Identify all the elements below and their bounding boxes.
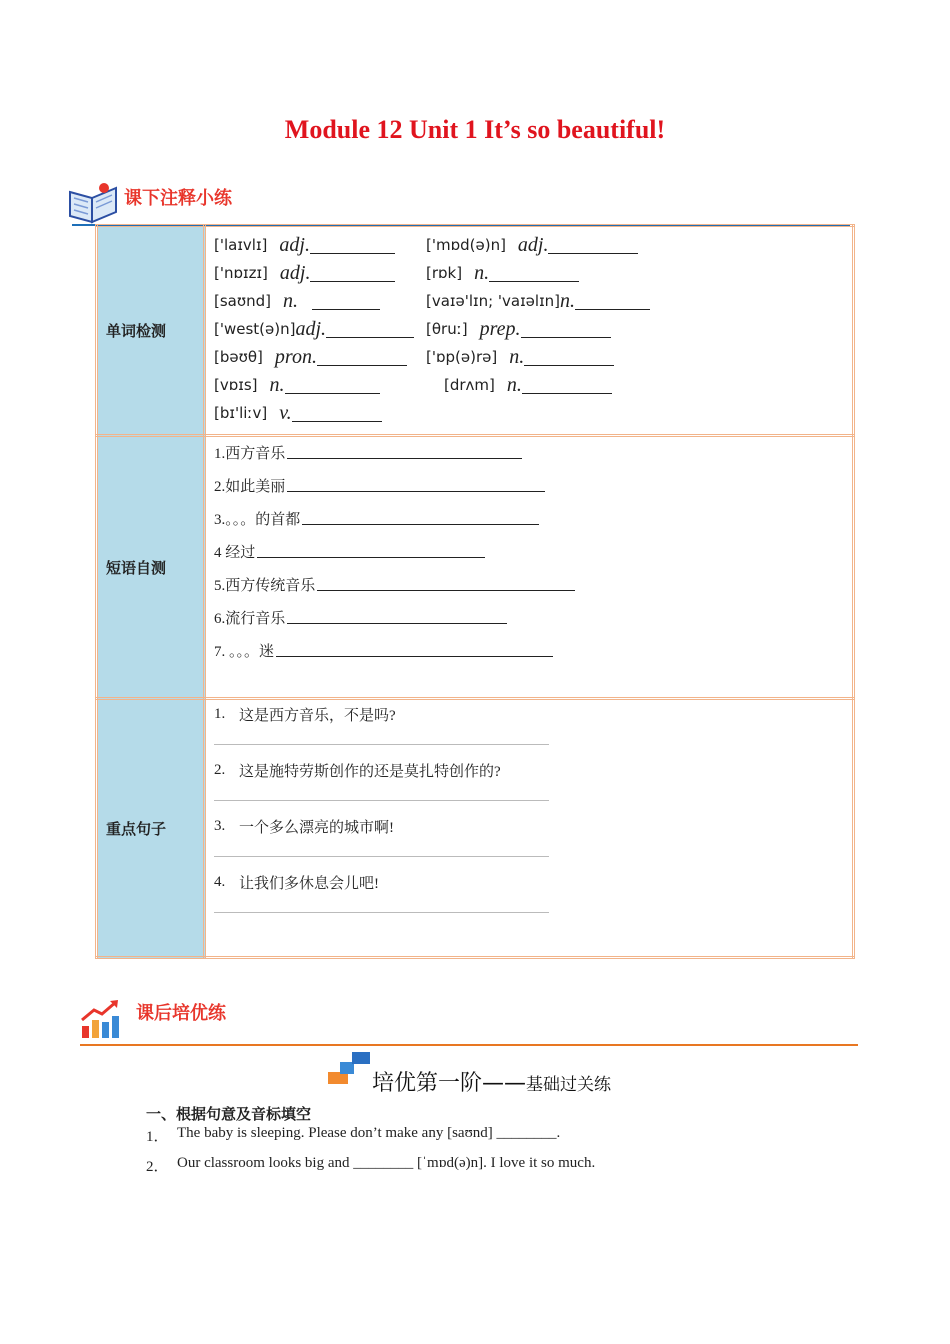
pos: n. <box>283 289 299 312</box>
sentence-item: 3. 一个多么漂亮的城市啊! <box>214 812 844 868</box>
sentence-item: 2. 这是施特劳斯创作的还是莫扎特创作的? <box>214 756 844 812</box>
vocab-line <box>214 371 844 399</box>
section-header-notes <box>68 180 232 224</box>
pos: n. <box>560 289 576 312</box>
ipa: ['nɒɪzɪ] <box>214 264 268 282</box>
pos: adj. <box>279 233 310 256</box>
pos: adj. <box>295 317 327 340</box>
answer-blank[interactable] <box>276 640 553 657</box>
vocab-line <box>214 287 844 315</box>
phrase-item: 4 经过 <box>214 538 844 571</box>
answer-blank[interactable] <box>524 349 614 366</box>
answer-blank[interactable] <box>310 237 395 254</box>
answer-blank[interactable] <box>575 293 650 310</box>
sentence-item: 4. 让我们多休息会儿吧! <box>214 868 844 924</box>
answer-blank[interactable] <box>521 321 611 338</box>
answer-blank[interactable] <box>285 377 380 394</box>
vocab-line <box>214 315 844 343</box>
ipa: [θruː] <box>426 320 468 338</box>
phrase-content <box>205 436 854 699</box>
phrase-item: 7. 。。。迷 <box>214 637 844 670</box>
ipa: [saʊnd] <box>214 292 272 310</box>
ipa: ['mɒd(ə)n] <box>426 236 506 254</box>
phrase-item: 3.。。。的首都 <box>214 505 844 538</box>
vocab-content <box>205 226 854 436</box>
pos: n. <box>509 345 525 368</box>
ipa: [vɒɪs] <box>214 376 258 394</box>
vocab-line <box>214 231 844 259</box>
pos: n. <box>474 261 490 284</box>
ipa: [bəʊθ] <box>214 348 263 366</box>
answer-blank[interactable] <box>257 541 485 558</box>
question: 2． Our classroom looks big and ________ [ˈmɒd(ə)n]. I love it so much. <box>146 1155 596 1175</box>
step-heading: 培优第一阶——基础过关练 <box>372 1071 612 1096</box>
pos: pron. <box>274 345 317 368</box>
answer-line[interactable] <box>214 744 549 745</box>
ipa: [bɪ'liːv] <box>214 404 268 422</box>
phrase-item: 2.如此美丽 <box>214 472 844 505</box>
pos: v. <box>279 401 292 424</box>
sentence-label: 重点句子 <box>97 699 205 958</box>
vocab-line <box>214 399 844 427</box>
part-heading: 一、根据句意及音标填空 <box>146 1105 312 1123</box>
question: 1． The baby is sleeping. Please don’t make any [saʊnd] ________. <box>146 1125 561 1145</box>
answer-line[interactable] <box>214 856 549 857</box>
answer-blank[interactable] <box>312 293 380 310</box>
ipa: ['west(ə)n] <box>214 320 296 338</box>
answer-blank[interactable] <box>287 475 545 492</box>
sentence-item: 1. 这是西方音乐，不是吗? <box>214 700 844 756</box>
phrase-item: 6.流行音乐 <box>214 604 844 637</box>
answer-blank[interactable] <box>310 265 395 282</box>
section-label: 课下注释小练 <box>124 188 232 209</box>
book-icon <box>68 180 120 224</box>
answer-blank[interactable] <box>317 574 575 591</box>
vocab-line <box>214 343 844 371</box>
growth-chart-icon <box>80 998 124 1040</box>
answer-line[interactable] <box>214 800 549 801</box>
answer-blank[interactable] <box>287 607 507 624</box>
answer-blank[interactable] <box>302 508 539 525</box>
page-title: Module 12 Unit 1 It’s so beautiful! <box>284 115 666 144</box>
ipa: [drʌm] <box>444 376 495 394</box>
sentence-content <box>205 699 854 958</box>
answer-blank[interactable] <box>548 237 638 254</box>
steps-icon <box>328 1052 372 1086</box>
answer-blank[interactable] <box>292 405 382 422</box>
pos: n. <box>506 373 522 396</box>
phrase-label: 短语自测 <box>97 436 205 699</box>
sentence-row <box>97 699 854 958</box>
section-label: 课后培优练 <box>136 1003 226 1024</box>
answer-blank[interactable] <box>326 321 414 338</box>
section-header-practice <box>80 998 226 1040</box>
phrase-item: 1.西方音乐 <box>214 439 844 472</box>
answer-blank[interactable] <box>522 377 612 394</box>
ipa: ['ɒp(ə)rə] <box>426 348 498 366</box>
vocab-row <box>97 226 854 436</box>
divider <box>80 1044 858 1046</box>
pos: adj. <box>279 261 311 284</box>
pos: adj. <box>517 233 549 256</box>
pos: n. <box>269 373 285 396</box>
ipa: [vaɪə'lɪn; 'vaɪəlɪn] <box>426 292 561 310</box>
answer-line[interactable] <box>214 912 549 913</box>
ipa: ['laɪvlɪ] <box>214 236 268 254</box>
vocab-line <box>214 259 844 287</box>
pos: prep. <box>479 317 521 340</box>
exercise-table <box>95 224 855 959</box>
phrase-item: 5.西方传统音乐 <box>214 571 844 604</box>
answer-blank[interactable] <box>317 349 407 366</box>
phrase-row <box>97 436 854 699</box>
ipa: [rɒk] <box>426 264 463 282</box>
answer-blank[interactable] <box>489 265 579 282</box>
vocab-label: 单词检测 <box>97 226 205 436</box>
answer-blank[interactable] <box>287 442 522 459</box>
